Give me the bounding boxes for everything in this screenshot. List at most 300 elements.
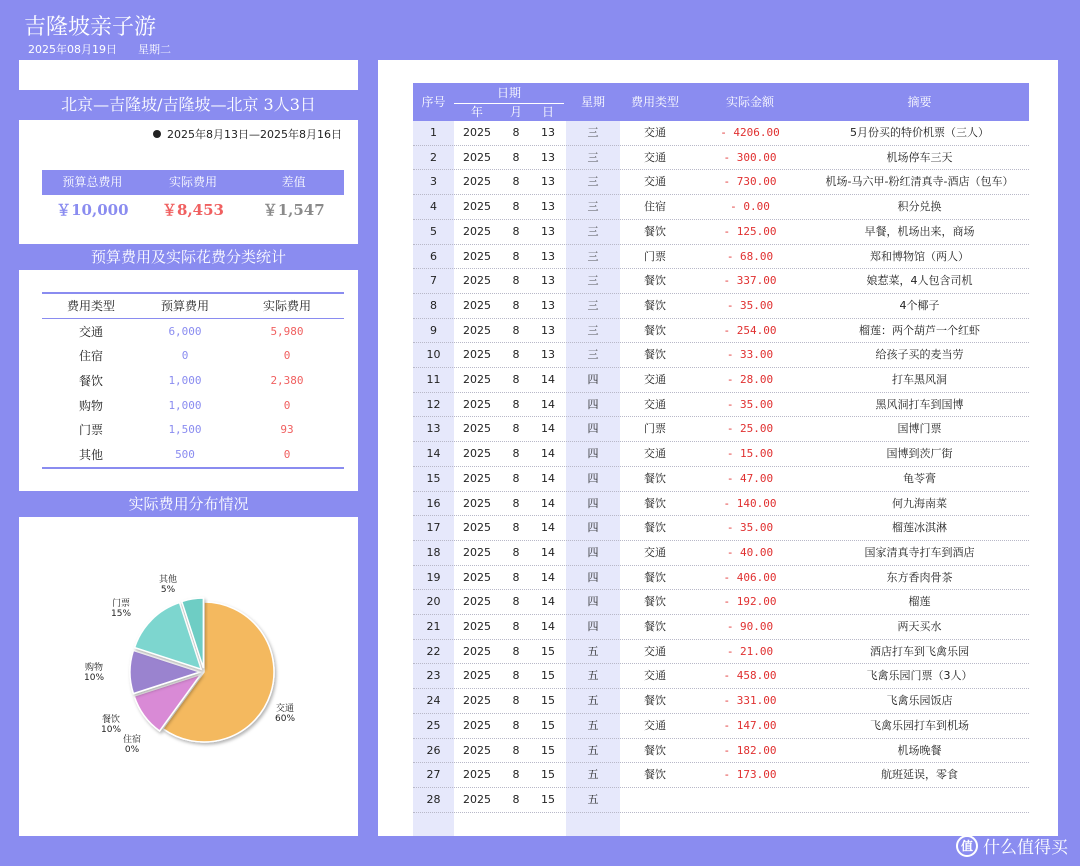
zhi-logo-icon: 值 — [956, 835, 978, 857]
row-summary: 机场晚餐 — [897, 743, 942, 757]
row-no: 16 — [426, 496, 441, 510]
ledger-row — [413, 467, 1029, 492]
row-day: 14 — [541, 620, 555, 634]
row-month: 8 — [512, 644, 520, 658]
ledger-row — [413, 121, 1029, 146]
category-row — [42, 442, 344, 467]
row-summary: 娘惹菜，4人包含司机 — [866, 274, 973, 288]
row-year: 2025 — [463, 298, 491, 312]
row-type: 住宿 — [644, 200, 666, 214]
row-month: 8 — [512, 718, 520, 732]
header-date: 日期 — [496, 86, 521, 100]
row-summary: 早餐，机场出来，商场 — [864, 224, 975, 238]
row-amount: - 406.00 — [723, 570, 777, 584]
row-summary: 积分兑换 — [897, 200, 942, 214]
row-type: 交通 — [644, 545, 666, 559]
row-no: 25 — [426, 718, 441, 732]
row-amount: - 33.00 — [726, 348, 774, 362]
header-no: 序号 — [421, 95, 446, 109]
row-no: 2 — [430, 150, 437, 164]
ledger-row — [413, 368, 1029, 393]
row-type: 门票 — [644, 422, 666, 436]
row-weekday: 五 — [587, 718, 599, 732]
row-year: 2025 — [463, 348, 491, 362]
category-actual: 93 — [280, 423, 294, 437]
row-no: 26 — [426, 743, 441, 757]
row-year: 2025 — [463, 126, 491, 139]
row-month: 8 — [512, 274, 520, 288]
row-summary: 打车黑风洞 — [892, 373, 947, 387]
row-weekday: 三 — [587, 175, 599, 189]
row-summary: 郑和博物馆（两人） — [870, 249, 969, 263]
row-weekday: 三 — [587, 274, 599, 288]
actual-total-value: ￥8,453 — [162, 201, 224, 219]
row-summary: 国博到茨厂街 — [886, 447, 953, 461]
row-weekday: 三 — [587, 150, 599, 164]
row-no: 24 — [426, 694, 441, 708]
row-day: 15 — [541, 644, 555, 658]
row-weekday: 四 — [587, 447, 599, 461]
row-year: 2025 — [463, 200, 491, 214]
row-year: 2025 — [463, 545, 491, 559]
row-month: 8 — [512, 323, 520, 337]
difference-value: ￥1,547 — [262, 201, 325, 219]
row-day: 14 — [541, 397, 555, 411]
header-day: 日 — [541, 105, 554, 119]
row-day: 14 — [541, 545, 555, 559]
col-header-type: 费用类型 — [66, 299, 115, 314]
pie-label-lodging: 住宿 0% — [123, 735, 142, 755]
row-no: 4 — [430, 200, 437, 214]
row-day: 13 — [541, 348, 555, 362]
row-month: 8 — [512, 545, 520, 559]
row-month: 8 — [512, 348, 520, 362]
row-summary: 机场停车三天 — [886, 150, 953, 164]
row-weekday: 四 — [587, 570, 599, 584]
row-amount: - 35.00 — [726, 397, 774, 411]
row-year: 2025 — [463, 521, 491, 535]
ledger-body — [413, 121, 1029, 813]
row-day: 14 — [541, 570, 555, 584]
row-day: 13 — [541, 249, 555, 263]
row-day: 15 — [541, 792, 555, 806]
row-year: 2025 — [463, 768, 491, 782]
row-month: 8 — [512, 175, 520, 189]
row-weekday: 四 — [587, 471, 599, 485]
row-month: 8 — [512, 792, 520, 806]
row-month: 8 — [512, 447, 520, 461]
row-weekday: 三 — [587, 298, 599, 312]
row-month: 8 — [512, 570, 520, 584]
row-weekday: 三 — [587, 200, 599, 214]
row-no: 19 — [426, 570, 441, 584]
category-type: 其他 — [78, 447, 103, 462]
ledger-row — [413, 269, 1029, 294]
row-amount: - 300.00 — [723, 150, 777, 164]
row-type: 交通 — [644, 718, 666, 732]
row-amount: - 0.00 — [730, 200, 770, 214]
row-type: 交通 — [644, 150, 666, 164]
row-type: 餐饮 — [644, 274, 666, 288]
row-amount: - 147.00 — [723, 718, 777, 732]
row-month: 8 — [512, 126, 520, 139]
row-summary: 黑风洞打车到国博 — [875, 397, 964, 411]
row-type: 交通 — [644, 373, 666, 387]
row-weekday: 三 — [587, 126, 599, 139]
row-no: 15 — [426, 471, 441, 485]
row-day: 13 — [541, 175, 555, 189]
budget-header — [42, 170, 344, 195]
row-no: 18 — [426, 545, 441, 559]
row-summary: 榴莲冰淇淋 — [892, 521, 947, 535]
row-no: 7 — [430, 274, 437, 288]
row-amount: - 458.00 — [723, 669, 777, 683]
row-year: 2025 — [463, 373, 491, 387]
row-weekday: 三 — [587, 224, 599, 238]
row-no: 20 — [426, 595, 441, 609]
budget-total-label: 预算总费用 — [62, 175, 123, 189]
category-table — [42, 292, 344, 469]
row-amount: - 21.00 — [726, 644, 774, 658]
ledger-row — [413, 417, 1029, 442]
route-banner — [19, 90, 358, 120]
row-year: 2025 — [463, 743, 491, 757]
row-month: 8 — [512, 150, 520, 164]
trip-date-range — [153, 126, 342, 142]
row-year: 2025 — [463, 595, 491, 609]
row-day: 13 — [541, 274, 555, 288]
pie-label-other: 其他 5% — [159, 575, 178, 595]
row-month: 8 — [512, 471, 520, 485]
row-year: 2025 — [463, 718, 491, 732]
row-month: 8 — [512, 422, 520, 436]
row-month: 8 — [512, 694, 520, 708]
category-type: 住宿 — [78, 349, 103, 364]
row-amount: - 25.00 — [726, 422, 774, 436]
row-summary: 国家清真寺打车到酒店 — [864, 545, 975, 559]
row-day: 13 — [541, 126, 555, 139]
row-no: 5 — [430, 224, 437, 238]
row-year: 2025 — [463, 620, 491, 634]
row-month: 8 — [512, 200, 520, 214]
expense-ledger-panel — [378, 60, 1058, 836]
row-type: 门票 — [644, 249, 666, 263]
row-summary: 国博门票 — [897, 422, 942, 436]
row-summary: 两天买水 — [897, 620, 942, 634]
category-actual: 2,380 — [270, 373, 304, 387]
row-month: 8 — [512, 224, 520, 238]
header-type: 费用类型 — [630, 95, 679, 109]
row-no: 6 — [430, 249, 437, 263]
ledger-row — [413, 763, 1029, 788]
row-type: 餐饮 — [644, 570, 666, 584]
ledger-row — [413, 393, 1029, 418]
row-day: 13 — [541, 150, 555, 164]
row-day: 13 — [541, 298, 555, 312]
row-weekday: 五 — [587, 694, 599, 708]
ledger-row — [413, 590, 1029, 615]
ledger-row — [413, 714, 1029, 739]
category-budget: 0 — [181, 349, 189, 363]
difference-label: 差值 — [281, 175, 306, 189]
row-year: 2025 — [463, 323, 491, 337]
category-type: 交通 — [78, 324, 103, 339]
row-type: 餐饮 — [644, 348, 666, 362]
row-month: 8 — [512, 521, 520, 535]
row-amount: - 68.00 — [726, 249, 774, 263]
ledger-row — [413, 220, 1029, 245]
row-type: 餐饮 — [644, 595, 666, 609]
row-year: 2025 — [463, 150, 491, 164]
ledger-row — [413, 788, 1029, 813]
row-year: 2025 — [463, 471, 491, 485]
row-amount: - 47.00 — [726, 471, 774, 485]
header-weekday: 星期 — [580, 95, 605, 109]
ledger-row — [413, 640, 1029, 665]
row-year: 2025 — [463, 397, 491, 411]
row-month: 8 — [512, 620, 520, 634]
category-row — [42, 417, 344, 442]
header-summary: 摘要 — [907, 95, 932, 109]
row-month: 8 — [512, 373, 520, 387]
row-summary: 榴莲 — [908, 595, 931, 609]
row-weekday: 四 — [587, 545, 599, 559]
row-day: 14 — [541, 496, 555, 510]
row-amount: - 125.00 — [723, 224, 777, 238]
row-amount: - 28.00 — [726, 373, 774, 387]
watermark — [956, 833, 1068, 858]
row-no: 9 — [430, 323, 437, 337]
category-table-header — [42, 294, 344, 319]
row-year: 2025 — [463, 496, 491, 510]
row-day: 15 — [541, 718, 555, 732]
row-summary: 4个椰子 — [899, 298, 940, 312]
pie-label-shopping: 购物 10% — [84, 663, 105, 683]
header-year: 年 — [470, 105, 483, 119]
row-type: 交通 — [644, 447, 666, 461]
pie-label-transport: 交通 60% — [275, 704, 296, 724]
row-day: 14 — [541, 521, 555, 535]
category-budget: 1,500 — [168, 423, 202, 437]
ledger-row — [413, 442, 1029, 467]
category-row — [42, 319, 344, 344]
row-weekday: 五 — [587, 644, 599, 658]
pie-label-dining: 餐饮 10% — [101, 715, 122, 735]
category-actual: 5,980 — [270, 324, 304, 338]
row-summary: 给孩子买的麦当劳 — [875, 348, 964, 362]
row-summary: 榴莲：两个葫芦一个红虾 — [859, 323, 980, 337]
row-day: 15 — [541, 768, 555, 782]
row-amount: - 35.00 — [726, 521, 774, 535]
bullet-icon — [153, 130, 161, 138]
row-amount: - 254.00 — [723, 323, 777, 337]
row-no: 21 — [426, 620, 441, 634]
row-summary: 飞禽乐园饭店 — [886, 694, 953, 708]
ledger-row — [413, 146, 1029, 171]
row-amount: - 90.00 — [726, 620, 774, 634]
row-type: 餐饮 — [644, 496, 666, 510]
category-type: 门票 — [78, 423, 103, 438]
row-weekday: 三 — [587, 323, 599, 337]
row-no: 14 — [426, 447, 441, 461]
category-actual: 0 — [283, 349, 291, 363]
row-no: 13 — [426, 422, 441, 436]
row-weekday: 四 — [587, 595, 599, 609]
row-amount: - 182.00 — [723, 743, 777, 757]
row-type: 餐饮 — [644, 743, 666, 757]
ledger-row — [413, 689, 1029, 714]
category-budget: 6,000 — [168, 324, 202, 338]
row-type: 交通 — [644, 126, 666, 139]
col-header-actual: 实际费用 — [262, 299, 311, 314]
category-actual: 0 — [283, 447, 291, 461]
header-amount: 实际金额 — [725, 95, 774, 109]
row-day: 13 — [541, 323, 555, 337]
row-month: 8 — [512, 768, 520, 782]
row-weekday: 五 — [587, 743, 599, 757]
category-type: 购物 — [78, 398, 103, 413]
row-type: 餐饮 — [644, 694, 666, 708]
row-year: 2025 — [463, 570, 491, 584]
budget-values — [42, 198, 344, 222]
row-amount: - 192.00 — [723, 595, 777, 609]
category-budget: 500 — [175, 447, 195, 461]
row-year: 2025 — [463, 792, 491, 806]
ledger-row — [413, 319, 1029, 344]
row-year: 2025 — [463, 644, 491, 658]
row-day: 15 — [541, 694, 555, 708]
row-weekday: 五 — [587, 669, 599, 683]
row-month: 8 — [512, 298, 520, 312]
row-amount: - 4206.00 — [720, 126, 780, 139]
row-no: 17 — [426, 521, 441, 535]
pie-label-tickets: 门票 15% — [111, 599, 132, 619]
ledger-row — [413, 566, 1029, 591]
row-day: 14 — [541, 422, 555, 436]
category-row — [42, 343, 344, 368]
row-type: 交通 — [644, 644, 666, 658]
row-no: 23 — [426, 669, 441, 683]
row-type: 交通 — [644, 175, 666, 189]
trip-range-text: 2025年8月13日—2025年8月16日 — [167, 128, 342, 141]
actual-total-label: 实际费用 — [169, 175, 218, 189]
col-header-budget: 预算费用 — [160, 299, 209, 314]
row-weekday: 四 — [587, 496, 599, 510]
row-summary: 航班延误，零食 — [881, 768, 958, 782]
row-month: 8 — [512, 249, 520, 263]
row-summary: 东方香肉骨茶 — [886, 570, 953, 584]
category-row — [42, 368, 344, 393]
category-actual: 0 — [283, 398, 291, 412]
row-weekday: 四 — [587, 422, 599, 436]
report-weekday: 星期二 — [138, 43, 171, 56]
row-weekday: 四 — [587, 373, 599, 387]
ledger-row — [413, 245, 1029, 270]
row-type: 餐饮 — [644, 768, 666, 782]
row-weekday: 四 — [587, 521, 599, 535]
row-no: 27 — [426, 768, 441, 782]
row-year: 2025 — [463, 274, 491, 288]
row-type: 交通 — [644, 669, 666, 683]
row-amount: - 140.00 — [723, 496, 777, 510]
row-day: 14 — [541, 595, 555, 609]
pie-svg — [19, 530, 358, 836]
report-date: 2025年08月19日 — [28, 43, 117, 56]
row-summary: 飞禽乐园打车到机场 — [870, 718, 969, 732]
row-amount: - 40.00 — [726, 545, 774, 559]
watermark-text: 什么值得买 — [983, 838, 1068, 858]
app-title: 吉隆坡亲子游 — [24, 15, 157, 40]
row-summary: 飞禽乐园门票（3人） — [866, 669, 973, 683]
header-month: 月 — [509, 105, 522, 119]
row-summary: 5月份买的特价机票（三人） — [850, 126, 989, 139]
row-month: 8 — [512, 595, 520, 609]
row-day: 13 — [541, 200, 555, 214]
row-type: 餐饮 — [644, 224, 666, 238]
row-no: 8 — [430, 298, 437, 312]
row-no: 1 — [430, 126, 437, 139]
ledger-row — [413, 739, 1029, 764]
ledger-row — [413, 516, 1029, 541]
row-type: 交通 — [644, 397, 666, 411]
row-summary: 机场-马六甲-粉红清真寺-酒店（包车） — [825, 175, 1014, 189]
category-budget: 1,000 — [168, 373, 202, 387]
row-day: 15 — [541, 743, 555, 757]
row-type: 餐饮 — [644, 620, 666, 634]
distribution-section-title: 实际费用分布情况 — [19, 491, 358, 517]
row-no: 3 — [430, 175, 437, 189]
distribution-pie-chart — [19, 530, 358, 836]
row-weekday: 三 — [587, 348, 599, 362]
row-day: 14 — [541, 471, 555, 485]
row-amount: - 331.00 — [723, 694, 777, 708]
row-no: 12 — [426, 397, 441, 411]
ledger-row — [413, 492, 1029, 517]
ledger-header — [413, 83, 1029, 121]
row-weekday: 四 — [587, 397, 599, 411]
row-type: 餐饮 — [644, 298, 666, 312]
row-summary: 酒店打车到飞禽乐园 — [870, 644, 969, 658]
row-type: 餐饮 — [644, 471, 666, 485]
ledger-row — [413, 541, 1029, 566]
row-amount: - 35.00 — [726, 298, 774, 312]
summary-panel — [19, 60, 358, 836]
row-no: 10 — [426, 348, 441, 362]
row-year: 2025 — [463, 249, 491, 263]
row-day: 14 — [541, 373, 555, 387]
row-amount: - 730.00 — [723, 175, 777, 189]
category-type: 餐饮 — [78, 373, 103, 388]
ledger-row — [413, 664, 1029, 689]
row-summary: 何九海南菜 — [892, 496, 947, 510]
category-row — [42, 393, 344, 418]
row-weekday: 四 — [587, 620, 599, 634]
row-amount: - 15.00 — [726, 447, 774, 461]
row-no: 11 — [426, 373, 441, 387]
ledger-row — [413, 615, 1029, 640]
row-day: 15 — [541, 669, 555, 683]
row-amount: - 173.00 — [723, 768, 777, 782]
row-month: 8 — [512, 496, 520, 510]
row-year: 2025 — [463, 669, 491, 683]
row-year: 2025 — [463, 422, 491, 436]
row-year: 2025 — [463, 224, 491, 238]
row-weekday: 五 — [587, 792, 599, 806]
row-day: 14 — [541, 447, 555, 461]
row-month: 8 — [512, 669, 520, 683]
row-summary: 龟苓膏 — [903, 471, 936, 485]
row-weekday: 三 — [587, 249, 599, 263]
